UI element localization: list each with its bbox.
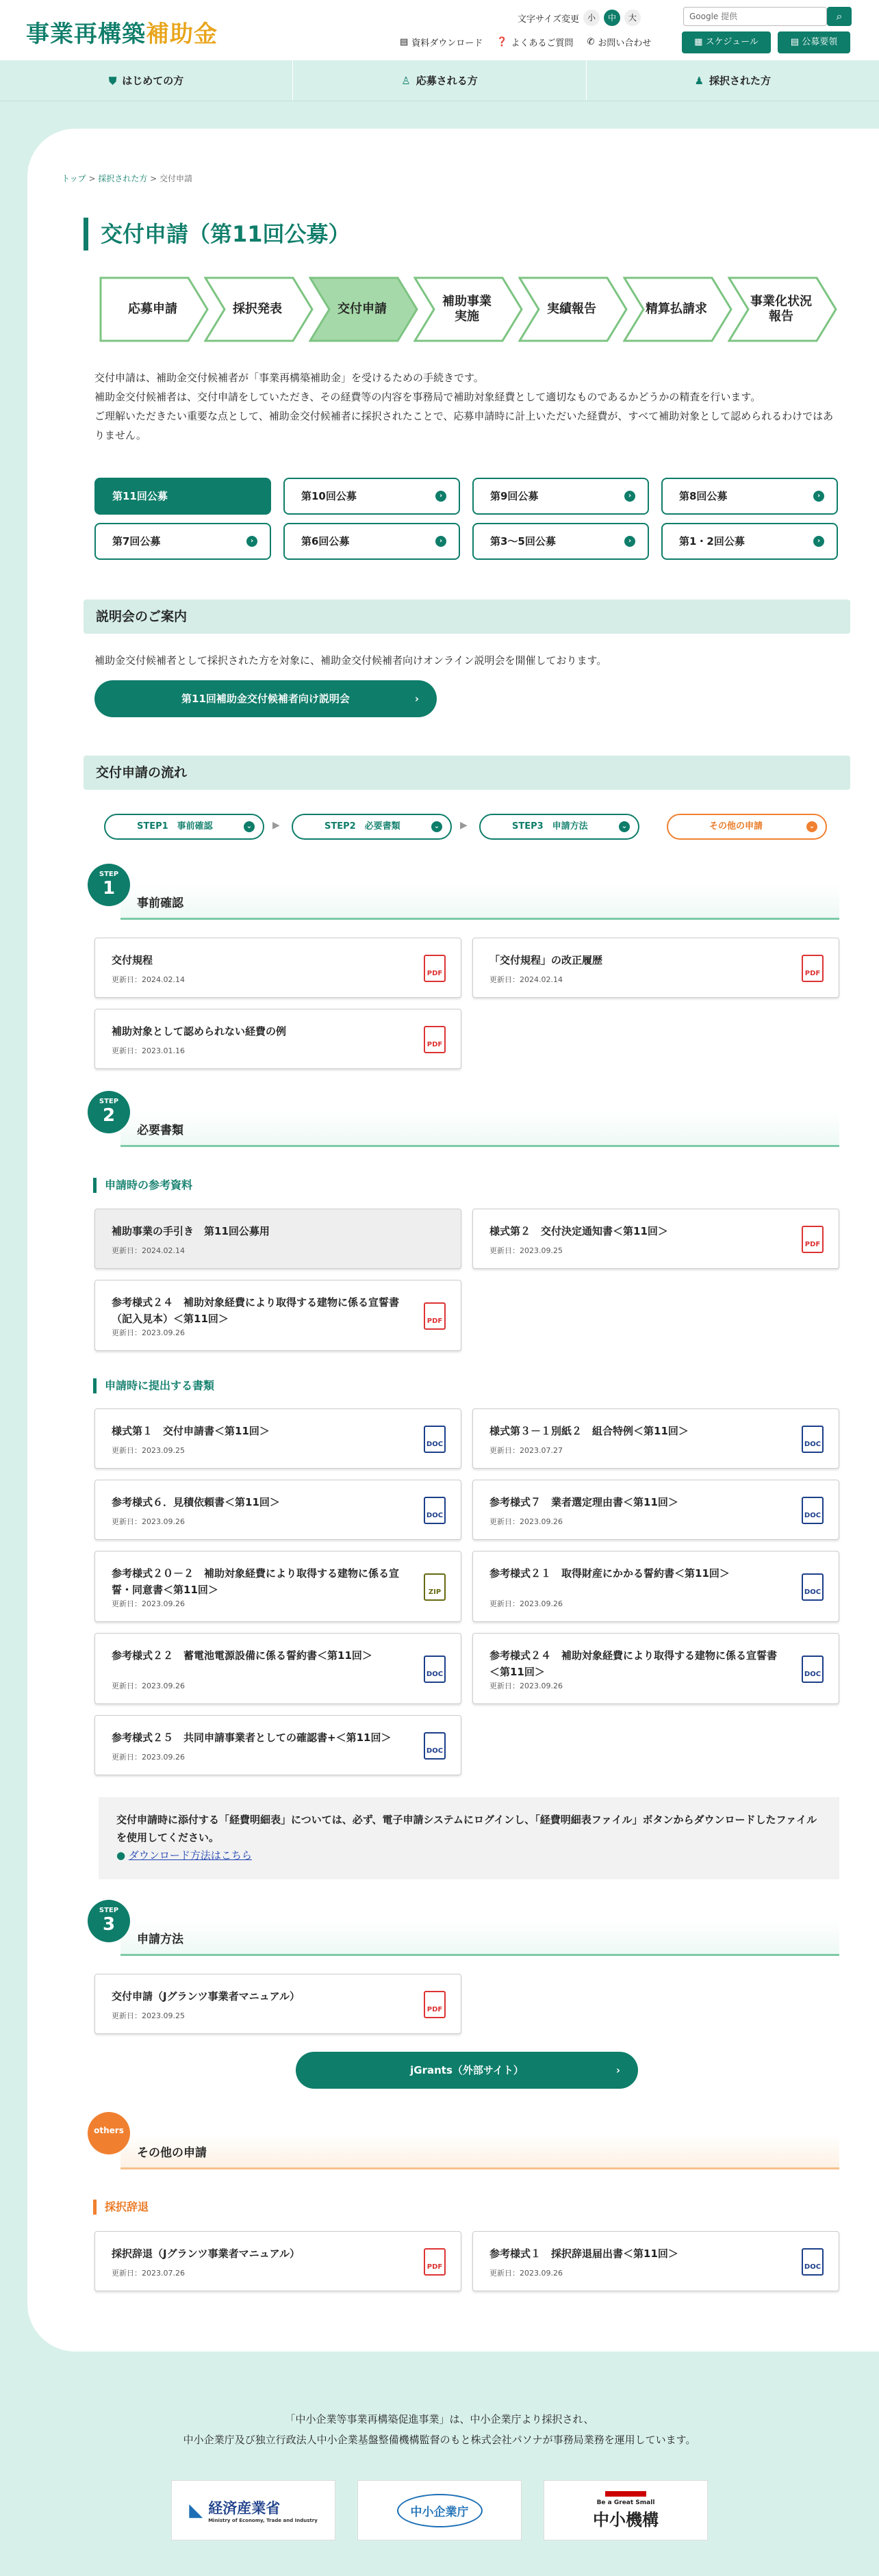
reference-docs-heading: 申請時の参考資料: [93, 1178, 192, 1193]
flow-step1[interactable]: STEP1 事前確認 ⌄: [104, 814, 264, 840]
document-card[interactable]: [94, 1551, 461, 1622]
font-size-large[interactable]: 大: [624, 10, 641, 26]
flow-step2[interactable]: STEP2 必要書類 ⌄: [292, 814, 452, 840]
smrj-mark-icon: [605, 2491, 646, 2497]
step-label: 実績報告: [547, 301, 596, 316]
chevron-right-icon: ›: [414, 693, 419, 705]
document-date: 更新日：2024.02.14: [489, 975, 563, 984]
pdf-file-icon: PDF: [802, 1226, 824, 1253]
others-badge: others: [88, 2112, 130, 2154]
document-date: 更新日：2023.09.26: [489, 1682, 563, 1690]
doc-file-icon: DOC: [424, 1497, 446, 1524]
process-step: [728, 276, 837, 342]
document-card[interactable]: [472, 1408, 839, 1469]
pdf-file-icon: PDF: [424, 1302, 446, 1330]
chevron-right-icon: ›: [813, 536, 824, 547]
step-label: 採択発表: [233, 301, 282, 316]
document-card[interactable]: [472, 938, 839, 998]
download-icon: ▤: [400, 37, 409, 47]
pdf-file-icon: PDF: [424, 1026, 446, 1053]
breadcrumb-top[interactable]: トップ: [62, 174, 86, 183]
document-card[interactable]: [472, 1551, 839, 1622]
chevron-right-icon: ›: [813, 491, 824, 502]
step1-heading: 事前確認: [120, 884, 839, 920]
doc-file-icon: DOC: [424, 1426, 446, 1453]
nav-adopted[interactable]: ♟ 採択された方: [694, 74, 772, 87]
step1-badge: STEP 1: [88, 864, 130, 906]
document-date: 更新日：2024.02.14: [112, 1246, 185, 1255]
search-button[interactable]: [827, 7, 852, 26]
section-briefing-title: 説明会のご案内: [84, 600, 850, 634]
step2-badge: STEP 2: [88, 1091, 130, 1133]
document-title: 様式第３－１別紙２ 組合特例＜第11回＞: [489, 1425, 689, 1437]
pdf-file-icon: PDF: [802, 955, 824, 982]
chevron-right-icon: ›: [435, 491, 446, 502]
schedule-button[interactable]: ▦ スケジュール: [682, 31, 771, 53]
document-date: 更新日：2023.09.26: [112, 1517, 185, 1526]
kobo-button[interactable]: 第6回公募 ›: [283, 523, 460, 560]
expense-note: 交付申請時に添付する「経費明細表」については、必ず、電子申請システムにログインし、「経費明細表ファイル」ボタンからダウンロードしたファイルを使用してください。 ● ダウンロード方法はこちら: [99, 1797, 839, 1879]
download-link[interactable]: ▤ 資料ダウンロード: [400, 37, 483, 49]
header: [0, 0, 879, 60]
step3-heading: 申請方法: [120, 1920, 839, 1956]
doc-file-icon: DOC: [802, 2248, 824, 2276]
document-title: 交付申請（Jグランツ事業者マニュアル）: [112, 1990, 300, 2002]
document-title: 「交付規程」の改正履歴: [489, 954, 603, 966]
doc-file-icon: DOC: [802, 1573, 824, 1601]
announce-button[interactable]: ▤ 公募要領: [778, 31, 850, 53]
submit-docs-heading: 申請時に提出する書類: [93, 1378, 214, 1393]
shield-icon: ⛊: [109, 74, 117, 87]
chevron-down-icon: ⌄: [806, 821, 817, 832]
step-label: 精算払請求: [646, 301, 707, 316]
document-date: 更新日：2023.09.26: [489, 1517, 563, 1526]
doc-file-icon: DOC: [424, 1732, 446, 1760]
chevron-right-icon: ›: [246, 536, 257, 547]
download-method-link[interactable]: ● ダウンロード方法はこちら: [116, 1849, 252, 1862]
document-card[interactable]: [94, 1408, 461, 1469]
document-date: 更新日：2023.01.16: [112, 1046, 185, 1055]
chevron-down-icon: ⌄: [244, 821, 255, 832]
flow-arrow-icon: ▶: [272, 820, 280, 831]
process-step: [518, 276, 628, 342]
process-step: [309, 276, 418, 342]
pdf-file-icon: PDF: [424, 955, 446, 982]
document-title: 参考様式１ 採択辞退届出書＜第11回＞: [489, 2247, 678, 2260]
document-card[interactable]: [472, 2231, 839, 2291]
calendar-icon: ▦: [694, 37, 706, 47]
document-title: 参考様式２１ 取得財産にかかる誓約書＜第11回＞: [489, 1567, 730, 1580]
pdf-file-icon: PDF: [424, 2248, 446, 2276]
jgrants-button[interactable]: jGrants（外部サイト） ›: [296, 2052, 638, 2089]
briefing-text: 補助金交付候補者として採択された方を対象に、補助金交付候補者向けオンライン説明会を開催しております。: [94, 654, 607, 667]
doc-file-icon: DOC: [802, 1656, 824, 1683]
flow-others[interactable]: その他の申請 ⌄: [667, 814, 827, 840]
site-logo[interactable]: 事業再構築補助金: [26, 21, 218, 48]
kobo-button[interactable]: 第1・2回公募 ›: [661, 523, 838, 560]
document-date: 更新日：2023.09.25: [489, 1246, 563, 1255]
document-title: 参考様式２５ 共同申請事業者としての確認書+＜第11回＞: [112, 1731, 392, 1744]
process-step: [204, 276, 314, 342]
font-size-label: 文字サイズ変更: [518, 14, 579, 25]
document-title: 参考様式２４ 補助対象経費により取得する建物に係る宣誓書（記入見本）＜第11回＞: [112, 1296, 400, 1325]
document-date: 更新日：2023.09.25: [112, 1446, 185, 1455]
document-title: 交付規程: [112, 954, 153, 966]
breadcrumb-adopted[interactable]: 採択された方: [98, 174, 148, 183]
search-input[interactable]: Google 提供: [683, 7, 827, 26]
flow-arrow-icon: ▶: [460, 820, 468, 831]
meti-mark-icon: ◣: [189, 2500, 203, 2521]
others-heading: その他の申請: [120, 2134, 839, 2169]
chevron-down-icon: ⌄: [431, 821, 442, 832]
step2-heading: 必要書類: [120, 1111, 839, 1147]
process-step: [623, 276, 732, 342]
phone-icon: ✆: [587, 37, 595, 47]
document-icon: ▤: [790, 37, 802, 47]
nav-applicants[interactable]: ♙ 応募される方: [293, 60, 586, 101]
process-steps: [99, 276, 832, 342]
faq-link[interactable]: ❓ よくあるご質問: [496, 37, 574, 49]
kobo-button[interactable]: 第3〜5回公募 ›: [472, 523, 649, 560]
decline-heading: 採択辞退: [93, 2200, 149, 2215]
document-card[interactable]: [94, 938, 461, 998]
chevron-down-icon: ⌄: [619, 821, 630, 832]
document-title: 参考様式２０－２ 補助対象経費により取得する建物に係る宣誓・同意書＜第11回＞: [112, 1567, 400, 1596]
zip-file-icon: ZIP: [424, 1573, 446, 1601]
doc-file-icon: DOC: [424, 1656, 446, 1683]
document-date: 更新日：2023.09.26: [112, 1753, 185, 1762]
step3-badge: STEP 3: [88, 1900, 130, 1942]
document-date: 更新日：2023.09.26: [112, 1599, 185, 1608]
page-title: 交付申請（第11回公募）: [84, 218, 351, 250]
font-size-medium[interactable]: 中: [604, 10, 620, 26]
document-date: 更新日：2024.02.14: [112, 975, 185, 984]
document-card[interactable]: [472, 1480, 839, 1540]
step-label: 応募申請: [128, 301, 177, 316]
briefing-button[interactable]: 第11回補助金交付候補者向け説明会 ›: [94, 680, 437, 717]
breadcrumb-current: 交付申請: [160, 174, 193, 183]
document-date: 更新日：2023.07.27: [489, 1446, 563, 1455]
user-outline-icon: ♙: [401, 74, 411, 87]
breadcrumb: トップ > 採択された方 > 交付申請: [62, 174, 193, 183]
process-step: [413, 276, 523, 342]
chevron-right-icon: ›: [624, 536, 635, 547]
font-size-small[interactable]: 小: [583, 10, 600, 26]
doc-file-icon: DOC: [802, 1497, 824, 1524]
document-card[interactable]: [94, 1715, 461, 1775]
document-card[interactable]: [94, 1209, 461, 1269]
document-card[interactable]: [94, 1480, 461, 1540]
section-flow-title: 交付申請の流れ: [84, 756, 850, 790]
document-title: 参考様式２２ 蓄電池電源設備に係る誓約書＜第11回＞: [112, 1649, 372, 1662]
circle-arrow-icon: ●: [116, 1849, 126, 1862]
document-date: 更新日：2023.09.26: [112, 1682, 185, 1690]
font-size-switcher: [518, 10, 641, 26]
document-title: 補助対象として認められない経費の例: [112, 1025, 287, 1038]
meti-logo[interactable]: ◣ 経済産業省 Ministry of Economy, Trade and Industry: [171, 2480, 335, 2540]
document-card[interactable]: [94, 1974, 461, 2034]
document-date: 更新日：2023.09.26: [112, 1328, 185, 1337]
process-step: [99, 276, 209, 342]
document-title: 様式第２ 交付決定通知書＜第11回＞: [489, 1225, 668, 1237]
chevron-right-icon: ›: [435, 536, 446, 547]
intro-text: 交付申請は、補助金交付候補者が「事業再構築補助金」を受けるための手続きです。 補助金交付候補者は、交付申請をしていただき、その経費等の内容を事務局で補助対象経費として適切なものであるかどうかの精査を行います。 ご理解いただきたい重要な点として、補助金交付候補者に採択されたことで、応募申請時に計上いただいた経費が、すべて補助対象として認められるわけではありません。: [94, 372, 834, 441]
chevron-right-icon: ›: [624, 491, 635, 502]
step-label: 事業化状況 報告: [750, 294, 812, 324]
document-card[interactable]: [94, 1633, 461, 1704]
document-title: 様式第１ 交付申請書＜第11回＞: [112, 1425, 270, 1437]
document-date: 更新日：2023.07.26: [112, 2269, 185, 2278]
step-label: 交付申請: [337, 301, 387, 316]
kobo-button[interactable]: 第7回公募 ›: [94, 523, 271, 560]
document-card[interactable]: [472, 1633, 839, 1704]
global-nav: [0, 60, 879, 101]
document-date: 更新日：2023.09.26: [489, 2269, 563, 2278]
kobo-button[interactable]: 第9回公募 ›: [472, 478, 649, 515]
question-icon: ❓: [496, 37, 508, 47]
pdf-file-icon: PDF: [424, 1991, 446, 2018]
contact-link[interactable]: ✆ お問い合わせ: [587, 37, 652, 49]
document-card[interactable]: [94, 1280, 461, 1351]
step-label: 補助事業 実施: [442, 294, 492, 324]
chevron-right-icon: ›: [615, 2064, 620, 2076]
user-filled-icon: ♟: [694, 74, 704, 87]
document-title: 補助事業の手引き 第11回公募用: [112, 1225, 270, 1237]
search-icon: ⌕: [836, 10, 843, 23]
flow-step3[interactable]: STEP3 申請方法 ⌄: [479, 814, 639, 840]
document-title: 参考様式２４ 補助対象経費により取得する建物に係る宣誓書＜第11回＞: [489, 1649, 778, 1678]
document-title: 参考様式６．見積依頼書＜第11回＞: [112, 1496, 280, 1508]
document-title: 参考様式７ 業者選定理由書＜第11回＞: [489, 1496, 678, 1508]
nav-first-time[interactable]: ⛊ はじめての方: [0, 60, 293, 101]
document-card[interactable]: [472, 1209, 839, 1269]
smrj-logo[interactable]: Be a Great Small 中小機構: [544, 2480, 708, 2540]
kobo-button[interactable]: 第8回公募 ›: [661, 478, 838, 515]
document-title: 採択辞退（Jグランツ事業者マニュアル）: [112, 2247, 300, 2260]
kobo-button[interactable]: 第11回公募: [94, 478, 271, 515]
doc-file-icon: DOC: [802, 1426, 824, 1453]
footer-text: 「中小企業等事業再構築促進事業」は、中小企業庁より採択され、 中小企業庁及び独立行政法人中小企業基盤整備機構監督のもと株式会社パソナが事務局業務を運用しています。: [183, 2413, 696, 2446]
document-card[interactable]: [94, 1009, 461, 1069]
document-date: 更新日：2023.09.25: [112, 2011, 185, 2020]
sme-agency-logo[interactable]: 中小企業庁: [357, 2480, 522, 2540]
document-card[interactable]: [94, 2231, 461, 2291]
document-date: 更新日：2023.09.26: [489, 1599, 563, 1608]
utility-links: [400, 36, 651, 49]
kobo-button[interactable]: 第10回公募 ›: [283, 478, 460, 515]
